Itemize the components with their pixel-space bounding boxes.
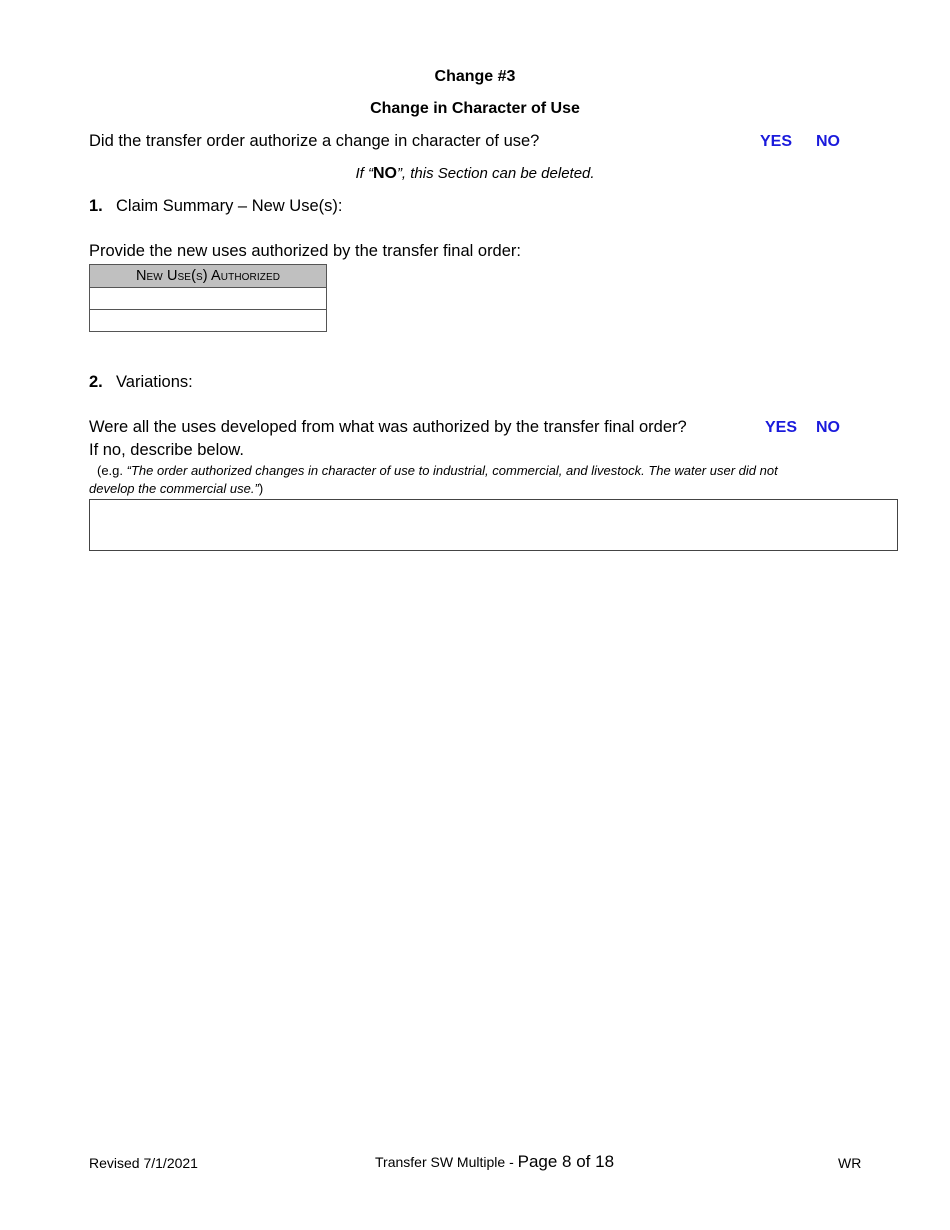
section-1-heading [89, 197, 342, 216]
footer-form-name: Transfer SW Multiple - [375, 1154, 518, 1170]
example-quote-1: “The order authorized changes in character of use to industrial, commercial, and livestock. The water user did not [126, 463, 778, 478]
deletion-note-suffix: ”, this Section can be deleted. [396, 165, 595, 182]
change-title: Change #3 [434, 68, 516, 85]
new-use-cell[interactable] [90, 310, 327, 332]
yes-option-1[interactable]: YES [760, 133, 793, 150]
example-line-2 [89, 480, 879, 498]
deletion-note-no: NO [372, 165, 397, 182]
question-uses-developed: Were all the uses developed from what was authorized by the transfer final order? [89, 418, 687, 436]
footer-page-info [375, 1152, 614, 1172]
footer-code: WR [838, 1155, 862, 1171]
example-quote-2: develop the commercial use.” [89, 481, 259, 496]
example-close: ) [258, 481, 264, 496]
section-2-heading [89, 373, 193, 392]
section-2-number: 2. [89, 373, 103, 391]
new-use-cell[interactable] [90, 288, 327, 310]
describe-instruction: If no, describe below. [89, 441, 245, 459]
example-prefix: (e.g. [97, 463, 124, 478]
footer-revised: Revised 7/1/2021 [89, 1155, 198, 1171]
example-line-1 [89, 462, 879, 480]
yes-option-2[interactable]: YES [765, 419, 798, 436]
variation-description-box[interactable] [89, 499, 898, 551]
question-change-character: Did the transfer order authorize a change in character of use? [89, 132, 540, 150]
deletion-note-prefix: If “ [355, 165, 373, 182]
new-uses-prompt: Provide the new uses authorized by the transfer final order: [89, 242, 521, 260]
section-title: Change in Character of Use [370, 100, 580, 117]
section-1-number: 1. [89, 197, 103, 215]
section-2-title: Variations: [116, 373, 193, 391]
section-1-title: Claim Summary – New Use(s): [116, 197, 343, 215]
deletion-note [0, 165, 950, 183]
example-text [89, 462, 879, 498]
footer-page-number: Page 8 of 18 [517, 1152, 615, 1171]
no-option-2[interactable]: NO [816, 419, 840, 436]
new-uses-table [89, 264, 327, 332]
new-uses-table-header: New Use(s) Authorized [90, 265, 327, 288]
no-option-1[interactable]: NO [816, 133, 840, 150]
